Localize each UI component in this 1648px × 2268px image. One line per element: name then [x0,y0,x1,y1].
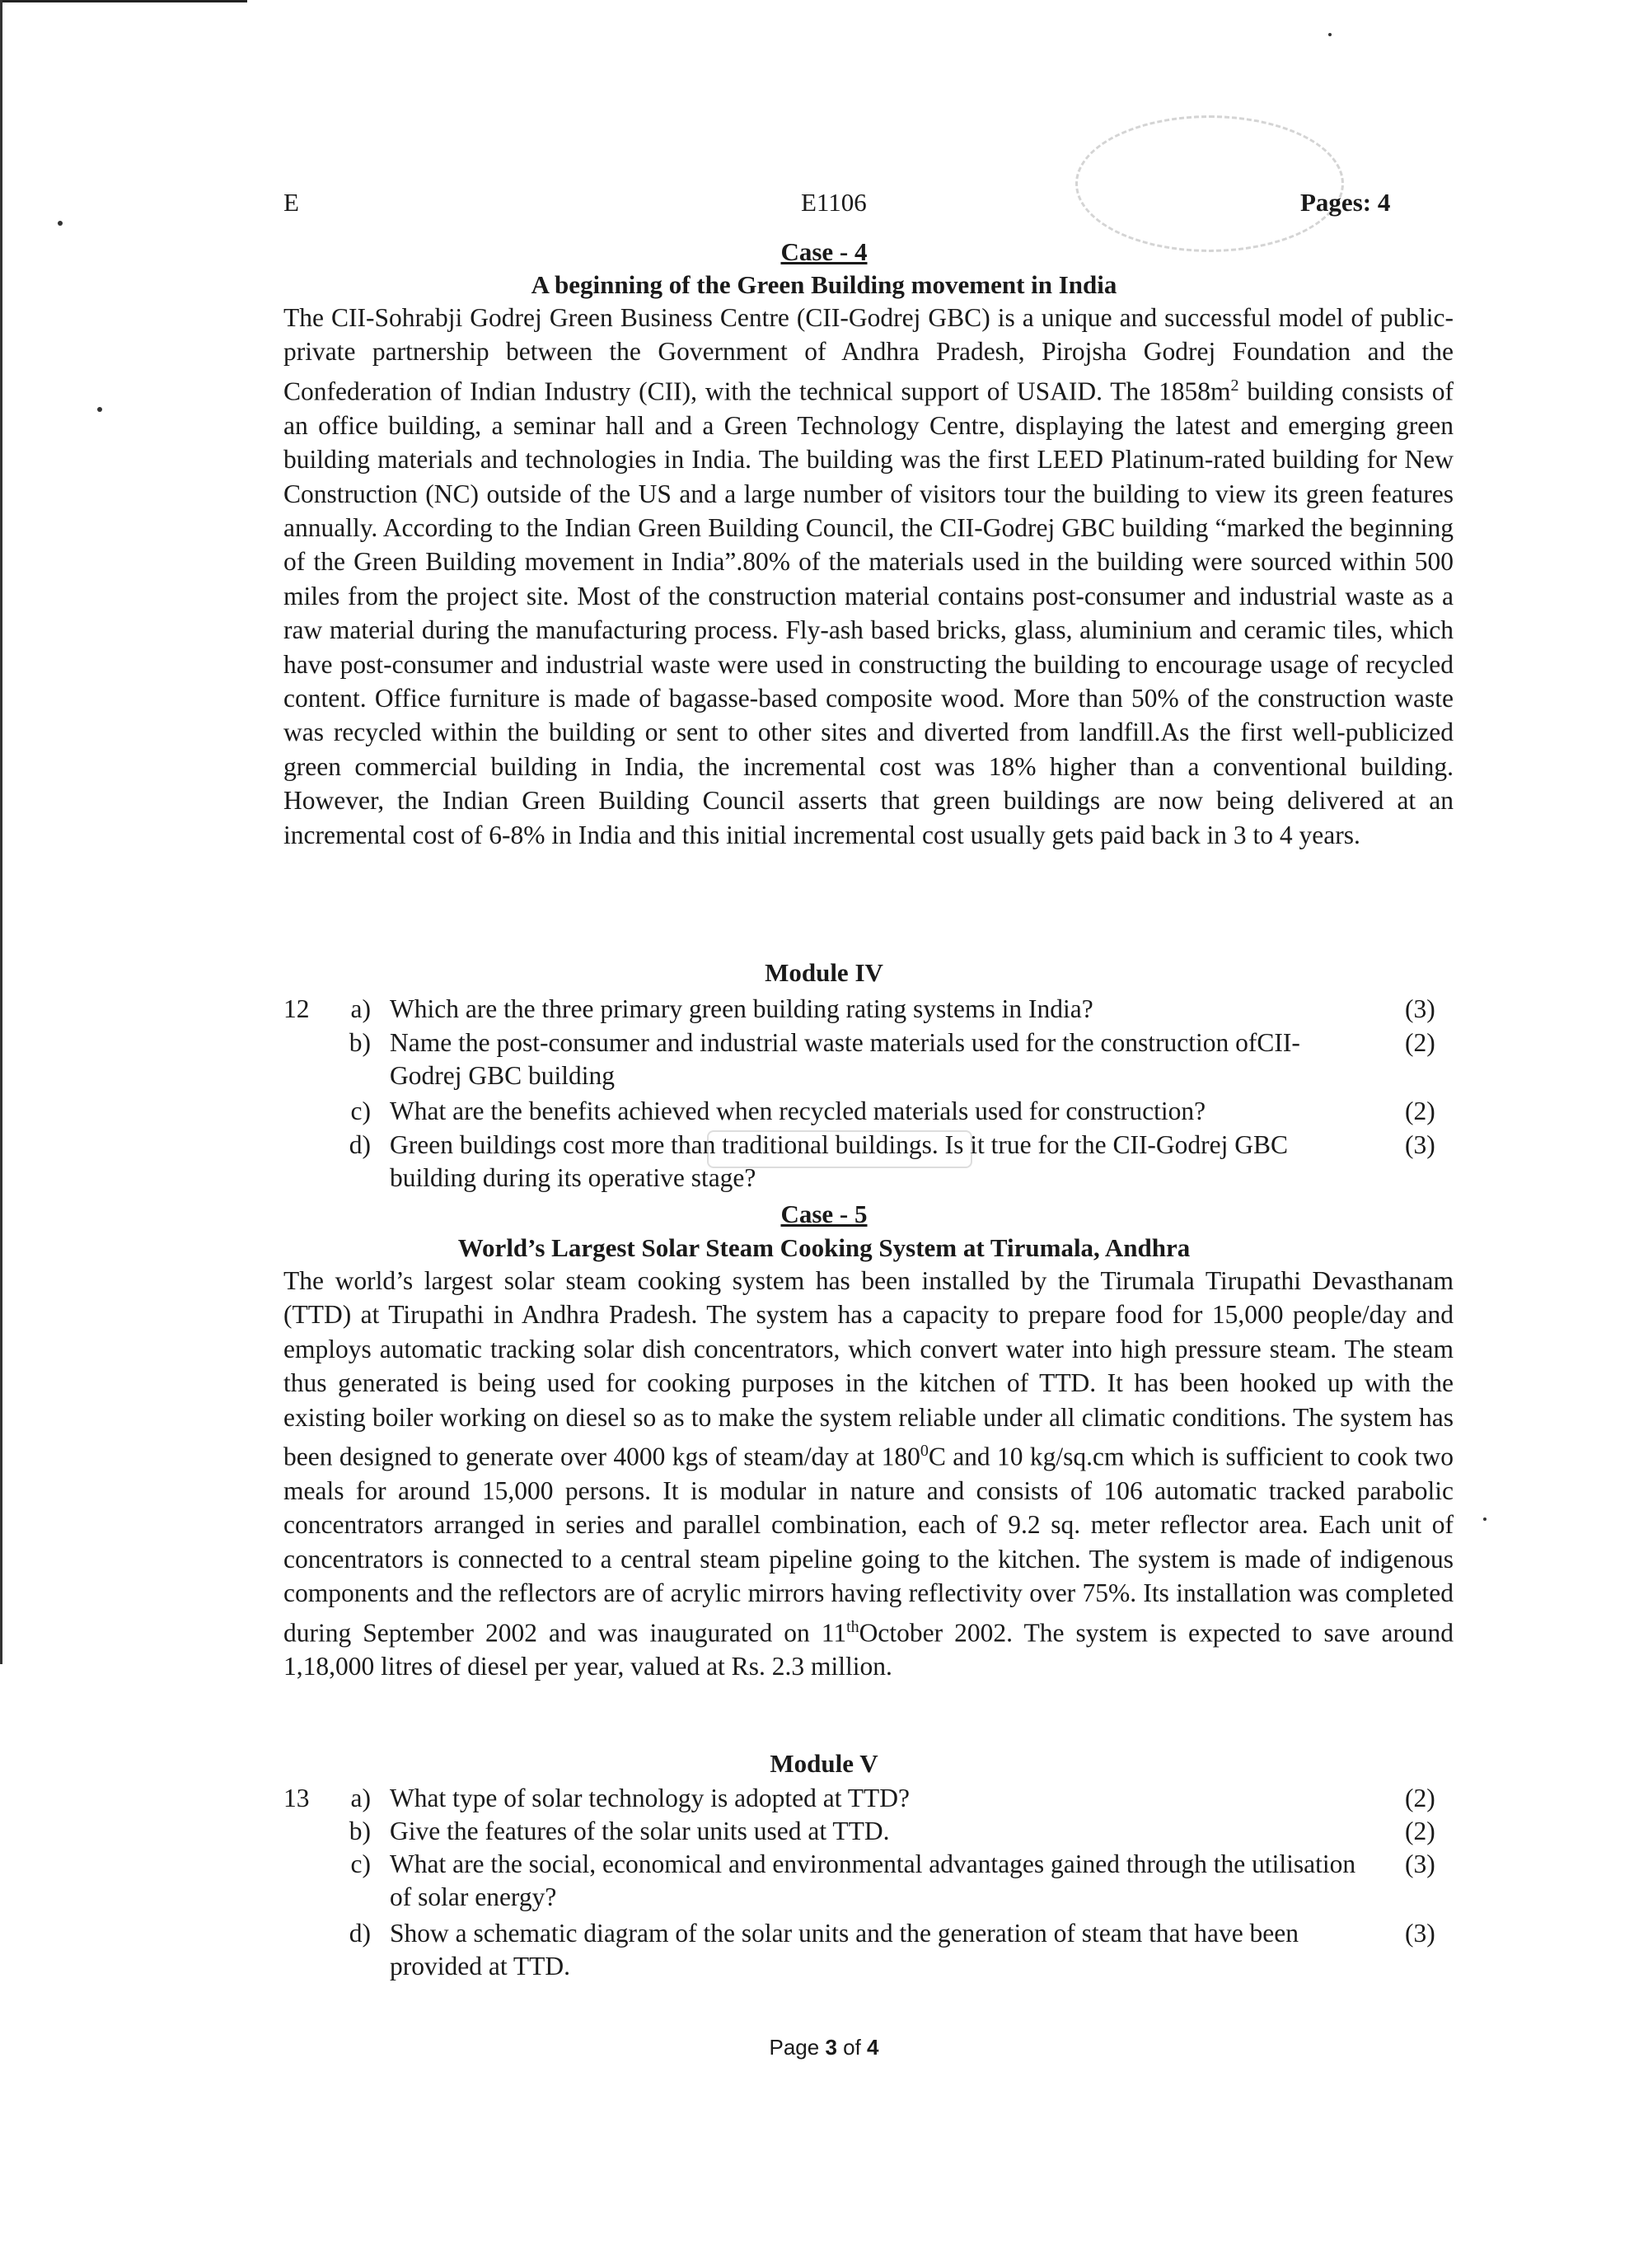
question-number: 13 [283,1784,310,1812]
question-marks: (2) [1405,1028,1435,1057]
question-letter: c) [350,1097,371,1125]
footer-page-number: 3 [825,2035,837,2060]
question-letter: b) [349,1028,371,1057]
case5-paragraph [283,1264,1454,1684]
faded-stamp [1075,115,1344,252]
case4-superscript: 2 [1230,376,1239,395]
module5-title: Module V [770,1749,878,1778]
question-marks: (3) [1405,1849,1435,1878]
footer-mid: of [836,2035,868,2060]
page-footer [0,2035,1648,2060]
scan-dot [97,407,102,412]
case5-title: Case - 5 [780,1199,868,1228]
question-letter: d) [349,1130,371,1159]
question-marks: (3) [1405,1919,1435,1948]
case5-text-3: October 2002. The system is expected to save around 1,18,000 litres of diesel per year, valued at Rs. 2.3 million. [283,1618,1454,1681]
question-letter: d) [349,1919,371,1948]
question-marks: (2) [1405,1784,1435,1812]
question-text: Name the post-consumer and industrial waste materials used for the construction ofCII-Godrej GBC building [390,1028,1300,1090]
question-text: Which are the three primary green building rating systems in India? [390,994,1093,1023]
question-letter: b) [349,1817,371,1845]
question-number: 12 [283,994,310,1023]
case5-text-1: The world’s largest solar steam cooking system has been installed by the Tirumala Tirupathi Devasthanam (TTD) at Tirupathi in Andhra Pradesh. The system has a capacity to prepare food for 15,000 people/day and employs automatic tracking solar dish concentrators, which convert water into high pressure steam. The steam thus generated is being used for cooking purposes in the kitchen of TTD. It has been hooked up with the existing boiler working on diesel so as to make the system reliable under all climatic conditions. The system has been designed to generate over 4000 kgs of steam/day at 180 [283,1266,1454,1471]
question-text: Give the features of the solar units used at TTD. [390,1817,890,1845]
question-text: What type of solar technology is adopted at TTD? [390,1784,910,1812]
scan-dot [1328,33,1332,36]
page-count: Pages: 4 [1300,188,1391,217]
scan-edge-top [0,0,247,2]
question-marks: (3) [1405,1130,1435,1159]
case4-text-start: The CII-Sohrabji Godrej Green Business Centre (CII-Godrej GBC) is a unique and successful model of public-private partnership between the Government of Andhra Pradesh, Pirojsha Godrej Foundation and the Confederation of Indian Industry (CII), with the technical support of USAID. The 1858m [283,303,1454,406]
paper-code: E1106 [801,188,867,217]
question-text: What are the benefits achieved when recycled materials used for construction? [390,1097,1206,1125]
case4-paragraph [283,301,1454,852]
case5-superscript-1: 0 [920,1442,929,1461]
question-text: What are the social, economical and environmental advantages gained through the utilisation of solar energy? [390,1849,1356,1911]
case4-text-rest: building consists of an office building, a seminar hall and a Green Technology Centre, displaying the latest and emerging green building materials and technologies in India. The building was the first LEED Platinum-rated building for New Construction (NC) outside of the US and a large number of visitors tour the building to view its green features annually. According to the Indian Green Building Council, the CII-Godrej GBC building “marked the beginning of the Green Building movement in India”.80% of the materials used in the building were sourced within 500 miles from the project site. Most of the construction material contains post-consumer and industrial waste as a raw material during the manufacturing process. Fly-ash based bricks, glass, aluminium and ceramic tiles, which have post-consumer and industrial waste were used in constructing the building to encourage usage of recycled content. Office furniture is made of bagasse-based composite wood. More than 50% of the construction waste was recycled within the building or sent to other sites and diverted from landfill.As the first well-publicized green commercial building in India, the incremental cost was 18% higher than a conventional building. However, the Indian Green Building Council asserts that green buildings are now being delivered at an incremental cost of 6-8% in India and this initial incremental cost usually gets paid back in 3 to 4 years. [283,376,1454,849]
case4-title: Case - 4 [780,237,868,266]
header-left-label: E [283,188,299,217]
question-letter: a) [350,1784,371,1812]
module4-title: Module IV [765,958,883,987]
case5-text-2: C and 10 kg/sq.cm which is sufficient to cook two meals for around 15,000 persons. It is modular in nature and consists of 106 automatic tracked parabolic concentrators arranged in series and parallel combination, each of 9.2 sq. meter reflector area. Each unit of concentrators is connected to a central steam pipeline going to the kitchen. The system is made of indigenous components and the reflectors are of acrylic mirrors having reflectivity over 75%. Its installation was completed during September 2002 and was inaugurated on 11 [283,1442,1454,1648]
question-marks: (2) [1405,1817,1435,1845]
scan-dot [1483,1517,1486,1521]
question-letter: a) [350,994,371,1023]
case5-superscript-2: th [846,1617,859,1636]
question-marks: (2) [1405,1097,1435,1125]
case5-heading: World’s Largest Solar Steam Cooking System at Tirumala, Andhra [457,1233,1191,1262]
faded-watermark [707,1130,972,1168]
question-text: Show a schematic diagram of the solar units and the generation of steam that have been provided at TTD. [390,1919,1299,1980]
footer-prefix: Page [769,2035,826,2060]
question-text: Green buildings cost more than traditional buildings. Is it true for the CII-Godrej GBC building during its operative stage? [390,1130,1289,1192]
scan-dot [58,221,63,226]
case4-heading: A beginning of the Green Building movement in India [531,270,1117,299]
question-letter: c) [350,1849,371,1878]
footer-page-total: 4 [867,2035,879,2060]
question-marks: (3) [1405,994,1435,1023]
